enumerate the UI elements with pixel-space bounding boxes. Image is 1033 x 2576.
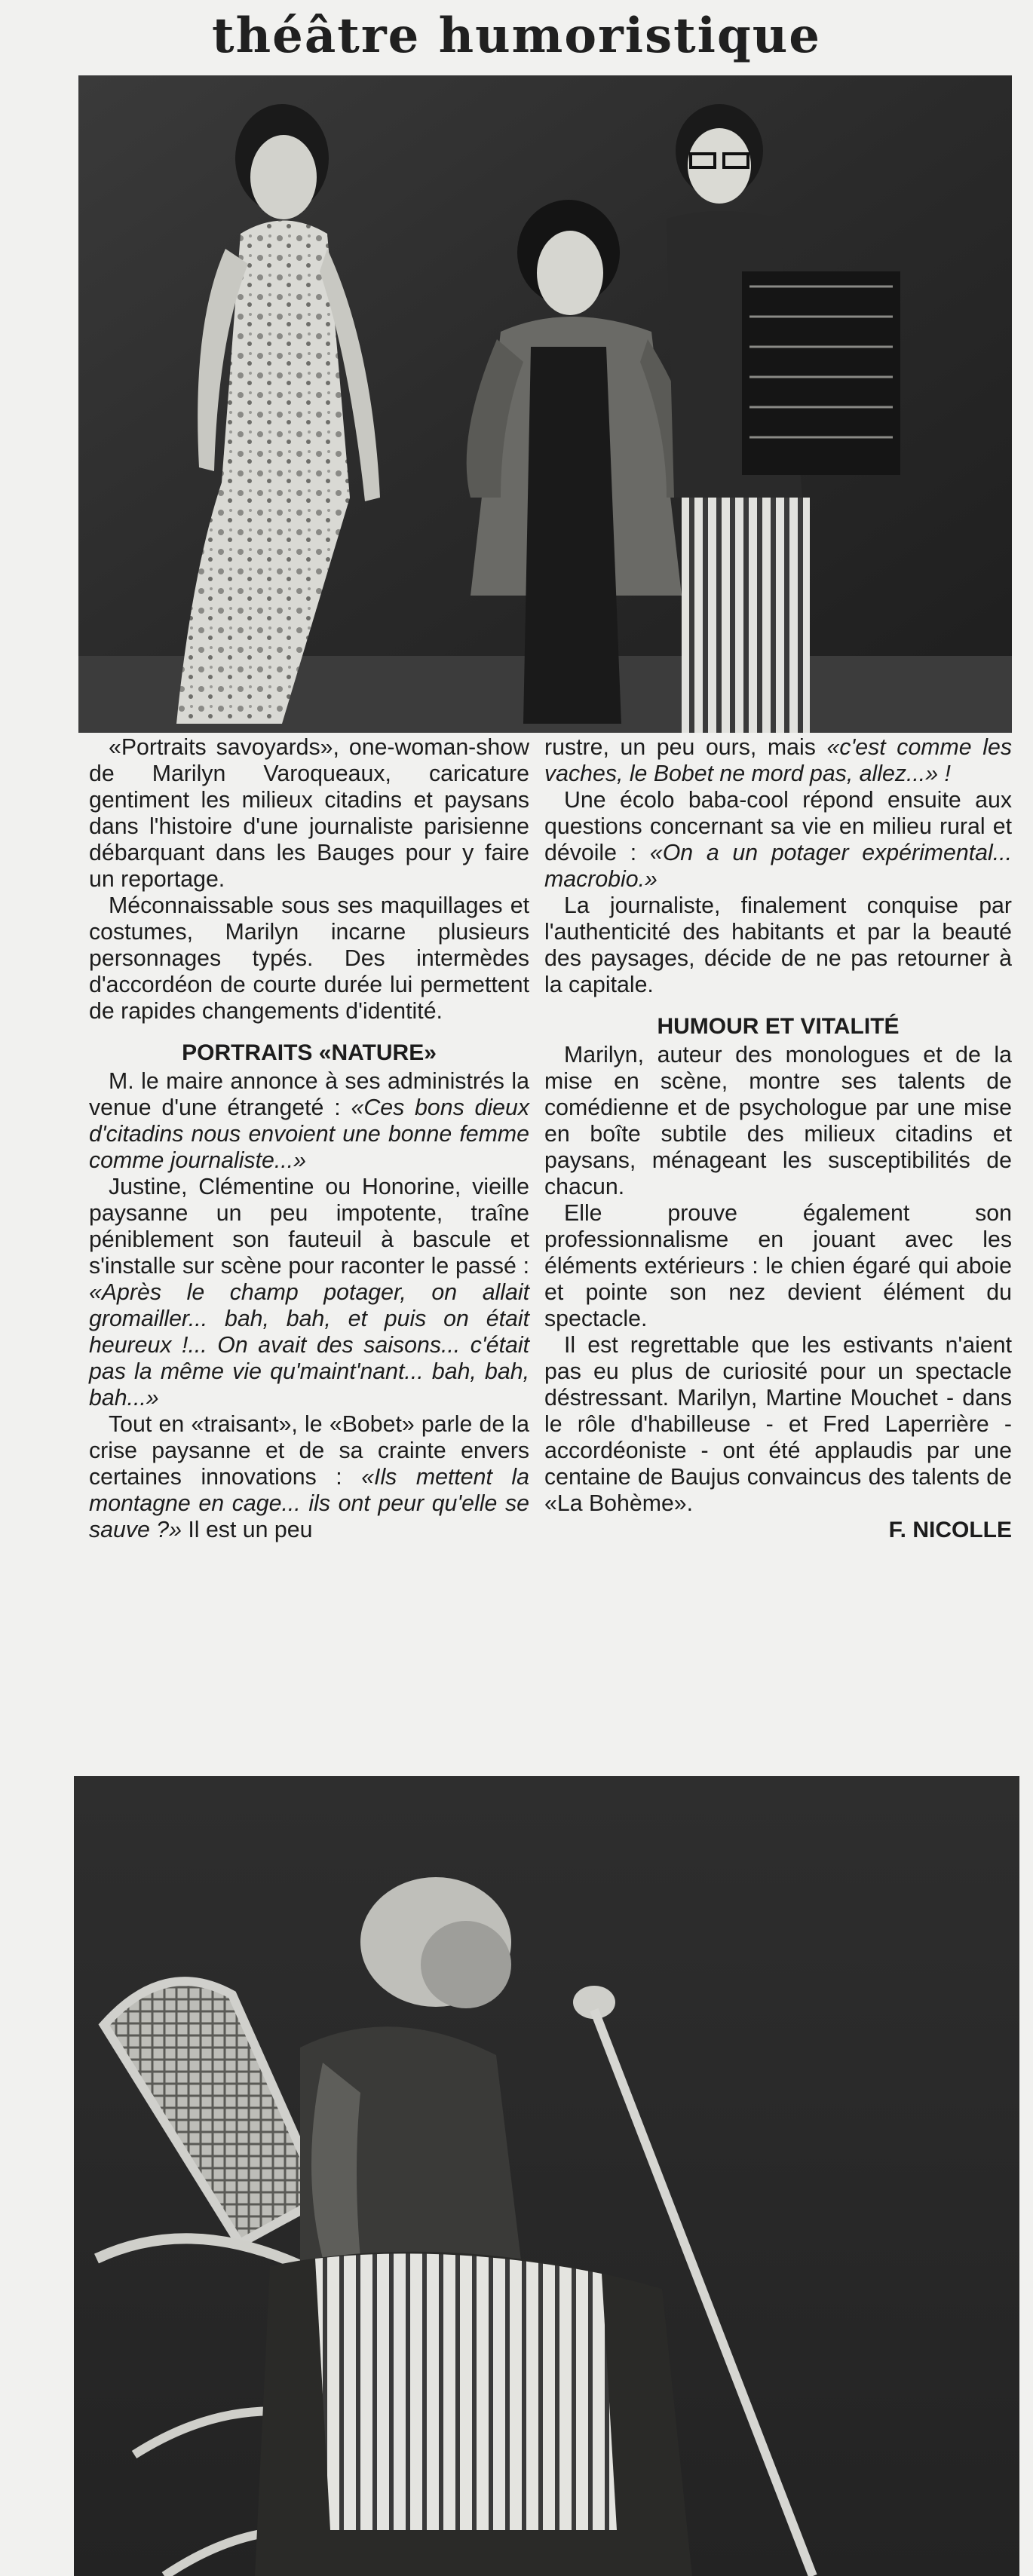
paragraph-marilyn: Marilyn, auteur des monologues et de la mise en scène, montre ses talents de comédienne et de psychologue par une mise en boîte subtile des milieux citadins et paysans, ménageant les susceptibilités de chacun. — [544, 1043, 1012, 1199]
paragraph-peasant — [89, 1174, 529, 1411]
paragraph-bobet — [89, 1411, 529, 1543]
paragraph-ecolo-quote: «On a un potager expérimental... macrobio.» — [544, 841, 1012, 892]
paragraph-bobet-end: Il est un peu — [181, 1518, 313, 1542]
stage-photo-rocking-chair — [74, 1776, 1019, 2576]
paragraph-professionalism: Elle prouve également son professionnalisme en jouant avec les éléments extérieurs : le chien égaré qui aboie et pointe son nez devient élément du spectacle. — [544, 1201, 1012, 1331]
paragraph-bobet-quote: «Ils mettent la montagne en cage... ils ont peur qu'elle se sauve ?» — [89, 1465, 529, 1542]
article-column-left — [89, 734, 529, 1543]
paragraph-bobet-continued — [544, 734, 1012, 787]
subheading-humour-vitalite: HUMOUR ET VITALITÉ — [657, 1014, 900, 1039]
paragraph-peasant-text: Justine, Clémentine ou Honorine, vieille paysanne un peu impotente, traîne péniblement son fauteuil à bascule et s'installe sur scène pour raconter le passé : — [89, 1175, 529, 1279]
paragraph-bobet-text: Tout en «traisant», le «Bobet» parle de la crise paysanne et de sa crainte envers certaines innovations : — [89, 1412, 529, 1490]
paragraph-journalist: La journaliste, finalement conquise par l'authenticité des habitants et par la beauté des paysages, décide de ne pas retourner à la capitale. — [544, 893, 1012, 997]
stage-photo-performers — [78, 75, 1012, 733]
paragraph-peasant-quote: «Après le champ potager, on allait gromailler... bah, bah, et puis on était heureux !... On avait des saisons... c'était pas la même vie qu'maint'nant... bah, bah, bah...» — [89, 1280, 529, 1411]
subheading-portraits-nature: PORTRAITS «NATURE» — [182, 1040, 437, 1065]
stage-photo-performers-image — [78, 75, 1012, 733]
paragraph-ecolo — [544, 787, 1012, 893]
paragraph-mayor-quote: «Ces bons dieux d'citadins nous envoient une bonne femme comme journaliste...» — [89, 1095, 529, 1173]
author-signature: F. NICOLLE — [888, 1518, 1012, 1542]
stage-photo-rocking-chair-image — [74, 1776, 1019, 2576]
paragraph-disguise: Méconnaissable sous ses maquillages et costumes, Marilyn incarne plusieurs personnages typés. Des intermèdes d'accordéon de courte durée lui permettent de rapides changements d'identité. — [89, 893, 529, 1024]
paragraph-mayor-text: M. le maire annonce à ses administrés la venue d'une étrangeté : — [89, 1069, 529, 1120]
paragraph-intro: «Portraits savoyards», one-woman-show de Marilyn Varoqueaux, caricature gentiment les milieux citadins et paysans dans l'histoire d'une journaliste parisienne débarquant dans les Bauges pour y faire un reportage. — [89, 735, 529, 892]
article-title: théâtre humoristique — [212, 8, 821, 64]
paragraph-bobet-continued-text: rustre, un peu ours, mais — [544, 735, 827, 760]
paragraph-bobet-continued-quote: «c'est comme les vaches, le Bobet ne mord pas, allez...» ! — [544, 735, 1012, 786]
paragraph-regret: Il est regrettable que les estivants n'aient pas eu plus de curiosité pour un spectacle déstressant. Marilyn, Martine Mouchet - dans le rôle d'habilleuse - et Fred Laperrière - accordéoniste - ont été applaudis par une centaine de Baujus convaincus des talents de «La Bohème». — [544, 1333, 1012, 1516]
paragraph-mayor — [89, 1068, 529, 1174]
article-column-right — [544, 734, 1012, 1543]
paragraph-ecolo-text: Une écolo baba-cool répond ensuite aux questions concernant sa vie en milieu rural et dévoile : — [544, 788, 1012, 865]
